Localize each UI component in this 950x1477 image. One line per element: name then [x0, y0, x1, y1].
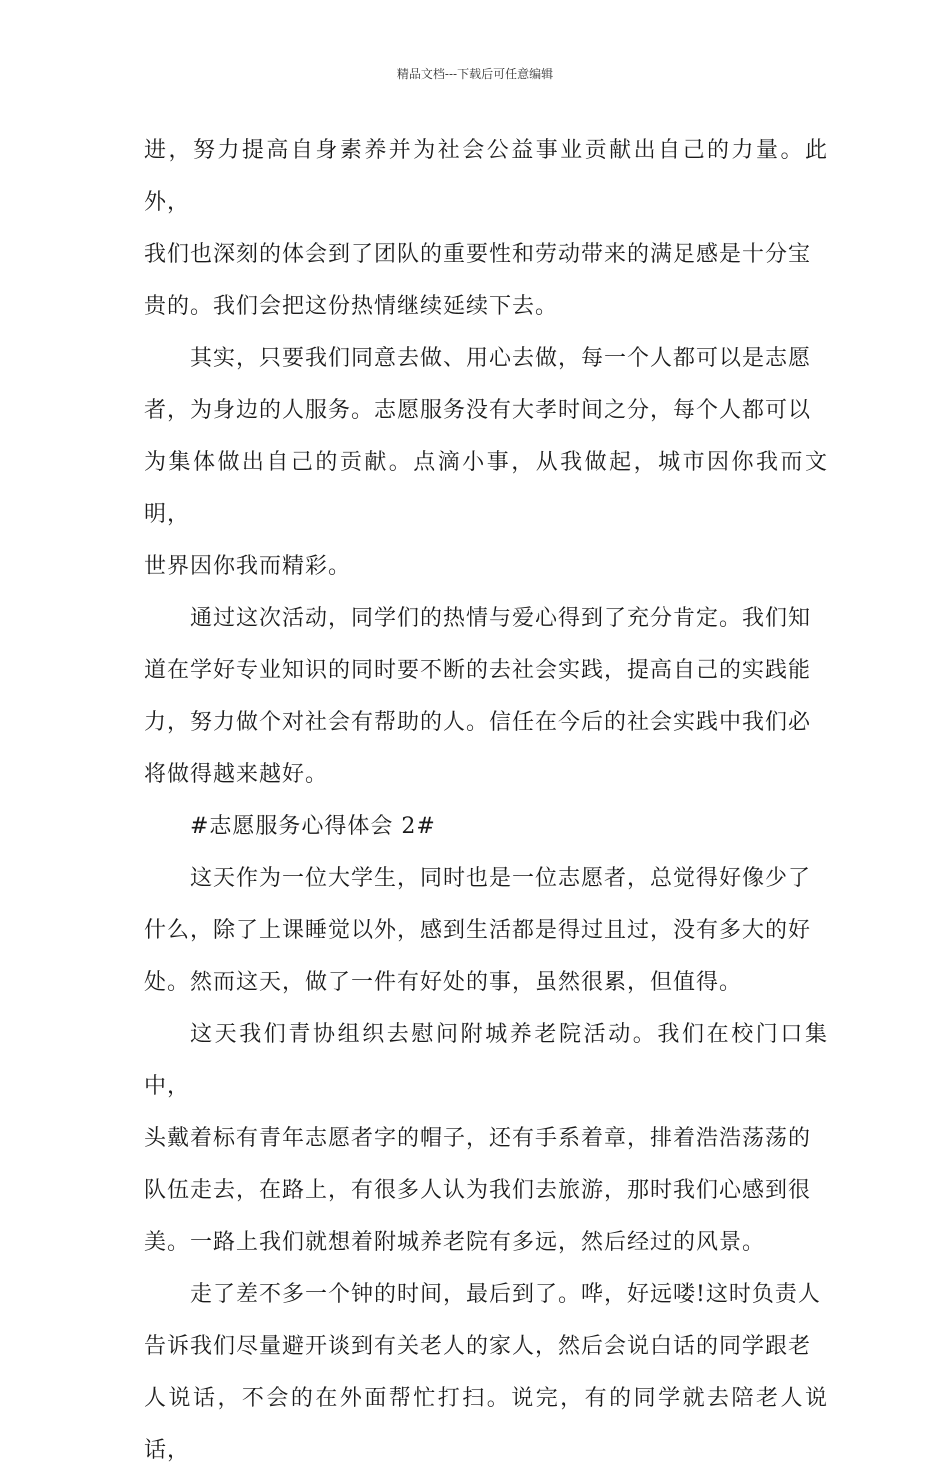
- text-line: 世界因你我而精彩。: [144, 554, 352, 579]
- text-line: 进，努力提高自身素养并为社会公益事业贡献出自己的力量。此外，: [144, 138, 828, 215]
- text-line: 力，努力做个对社会有帮助的人。信任在今后的社会实践中我们必: [144, 710, 812, 735]
- text-line: 者，为身边的人服务。志愿服务没有大孝时间之分，每个人都可以: [144, 398, 812, 423]
- text-line: 贵的。我们会把这份热情继续延续下去。: [144, 294, 559, 319]
- text-line: 为集体做出自己的贡献。点滴小事，从我做起，城市因你我而文明，: [144, 450, 828, 527]
- paragraph: [144, 125, 828, 333]
- text-line: 队伍走去，在路上，有很多人认为我们去旅游，那时我们心感到很: [144, 1178, 812, 1203]
- text-line: 这天作为一位大学生，同时也是一位志愿者，总觉得好像少了: [190, 866, 812, 891]
- text-line: 人说话，不会的在外面帮忙打扫。说完，有的同学就去陪老人说话，: [144, 1386, 828, 1463]
- text-line: 什么，除了上课睡觉以外，感到生活都是得过且过，没有多大的好: [144, 918, 812, 943]
- text-line: 告诉我们尽量避开谈到有关老人的家人，然后会说白话的同学跟老: [144, 1334, 812, 1359]
- paragraph: [144, 1269, 828, 1477]
- text-line: 通过这次活动，同学们的热情与爱心得到了充分肯定。我们知: [190, 606, 812, 631]
- document-body: [144, 125, 828, 1477]
- text-line: 美。一路上我们就想着附城养老院有多远，然后经过的风景。: [144, 1230, 766, 1255]
- section-heading: [144, 801, 828, 853]
- text-line: 其实，只要我们同意去做、用心去做，每一个人都可以是志愿: [190, 346, 812, 371]
- paragraph: [144, 593, 828, 801]
- text-line: 我们也深刻的体会到了团队的重要性和劳动带来的满足感是十分宝: [144, 242, 812, 267]
- text-line: 将做得越来越好。: [144, 762, 329, 787]
- paragraph: [144, 333, 828, 593]
- text-line: 这天我们青协组织去慰问附城养老院活动。我们在校门口集中，: [144, 1022, 828, 1099]
- paragraph: [144, 853, 828, 1009]
- text-line: 道在学好专业知识的同时要不断的去社会实践，提高自己的实践能: [144, 658, 812, 683]
- text-line: 头戴着标有青年志愿者字的帽子，还有手系着章，排着浩浩荡荡的: [144, 1126, 812, 1151]
- text-line: 走了差不多一个钟的时间，最后到了。哗，好远喽!这时负责人: [190, 1282, 821, 1307]
- paragraph: [144, 1009, 828, 1269]
- text-line: 处。然而这天，做了一件有好处的事，虽然很累，但值得。: [144, 970, 743, 995]
- text-line: #志愿服务心得体会 2#: [190, 814, 436, 839]
- page-header: 精品文档---下载后可任意编辑: [396, 67, 554, 81]
